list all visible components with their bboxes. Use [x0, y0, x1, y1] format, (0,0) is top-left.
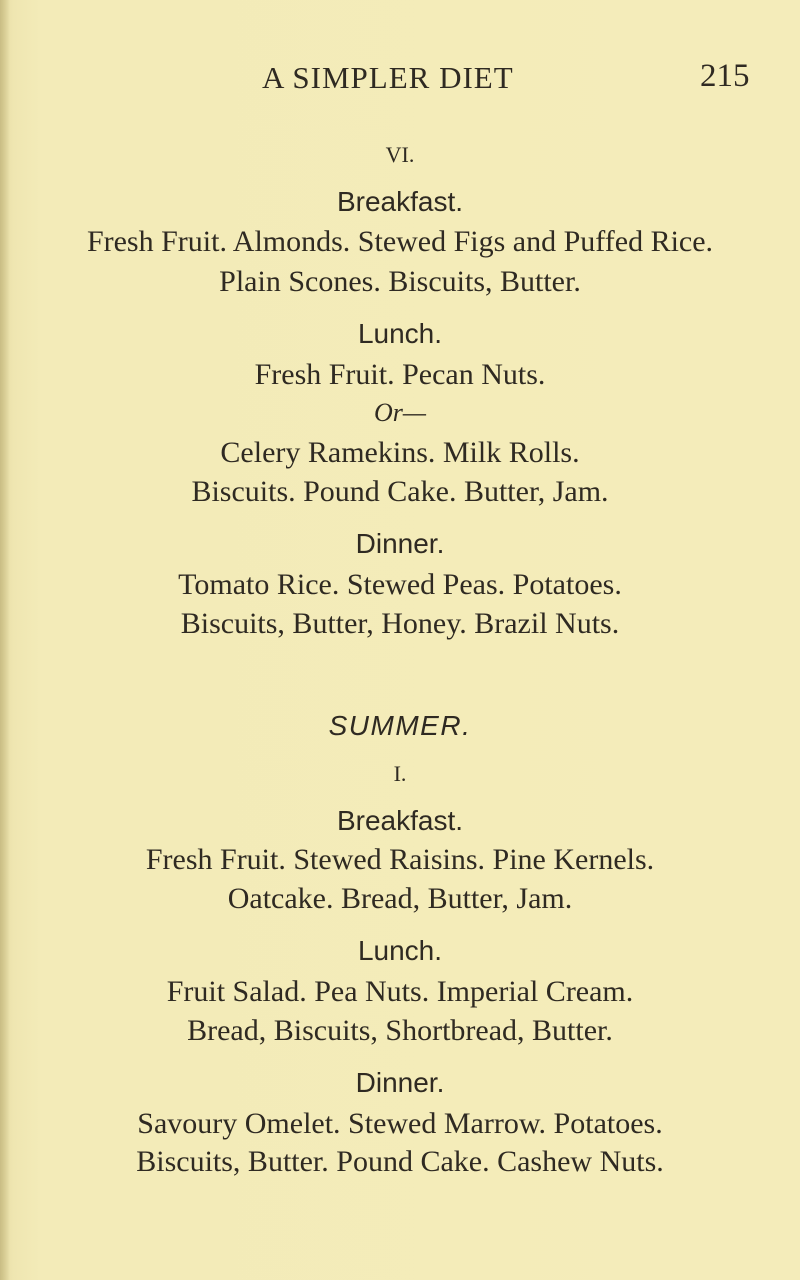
summer-lunch-line-1: Fruit Salad. Pea Nuts. Imperial Cream.: [166, 975, 634, 1008]
breakfast-line-1: Fresh Fruit. Almonds. Stewed Figs and Puffed Rice.: [86, 225, 714, 258]
breakfast-heading: Breakfast.: [336, 186, 464, 217]
section-numeral-i: I.: [393, 761, 407, 786]
summer-breakfast-heading: Breakfast.: [336, 805, 464, 836]
page-number: 215: [700, 58, 750, 94]
lunch-line-2: Celery Ramekins. Milk Rolls.: [220, 436, 580, 469]
dinner-line-1: Tomato Rice. Stewed Peas. Potatoes.: [178, 568, 622, 601]
summer-breakfast-line-2: Oatcake. Bread, Butter, Jam.: [227, 882, 573, 915]
summer-breakfast-line-1: Fresh Fruit. Stewed Raisins. Pine Kernels.: [145, 843, 655, 876]
lunch-line-3: Biscuits. Pound Cake. Butter, Jam.: [191, 475, 609, 508]
summer-dinner-line-1: Savoury Omelet. Stewed Marrow. Potatoes.: [137, 1107, 663, 1140]
running-head: A SIMPLER DIET: [262, 60, 514, 95]
lunch-line-1: Fresh Fruit. Pecan Nuts.: [254, 358, 546, 391]
season-title: SUMMER.: [328, 710, 472, 741]
lunch-heading: Lunch.: [357, 318, 443, 349]
breakfast-line-2: Plain Scones. Biscuits, Butter.: [219, 265, 581, 298]
summer-dinner-line-2: Biscuits, Butter. Pound Cake. Cashew Nuts.: [136, 1145, 664, 1178]
dinner-heading: Dinner.: [355, 528, 445, 559]
lunch-alternative: Or—: [373, 398, 426, 427]
section-numeral-vi: VI.: [385, 142, 415, 167]
summer-lunch-line-2: Bread, Biscuits, Shortbread, Butter.: [187, 1014, 613, 1047]
summer-lunch-heading: Lunch.: [357, 935, 443, 966]
dinner-line-2: Biscuits, Butter, Honey. Brazil Nuts.: [180, 607, 620, 640]
summer-dinner-heading: Dinner.: [355, 1067, 445, 1098]
